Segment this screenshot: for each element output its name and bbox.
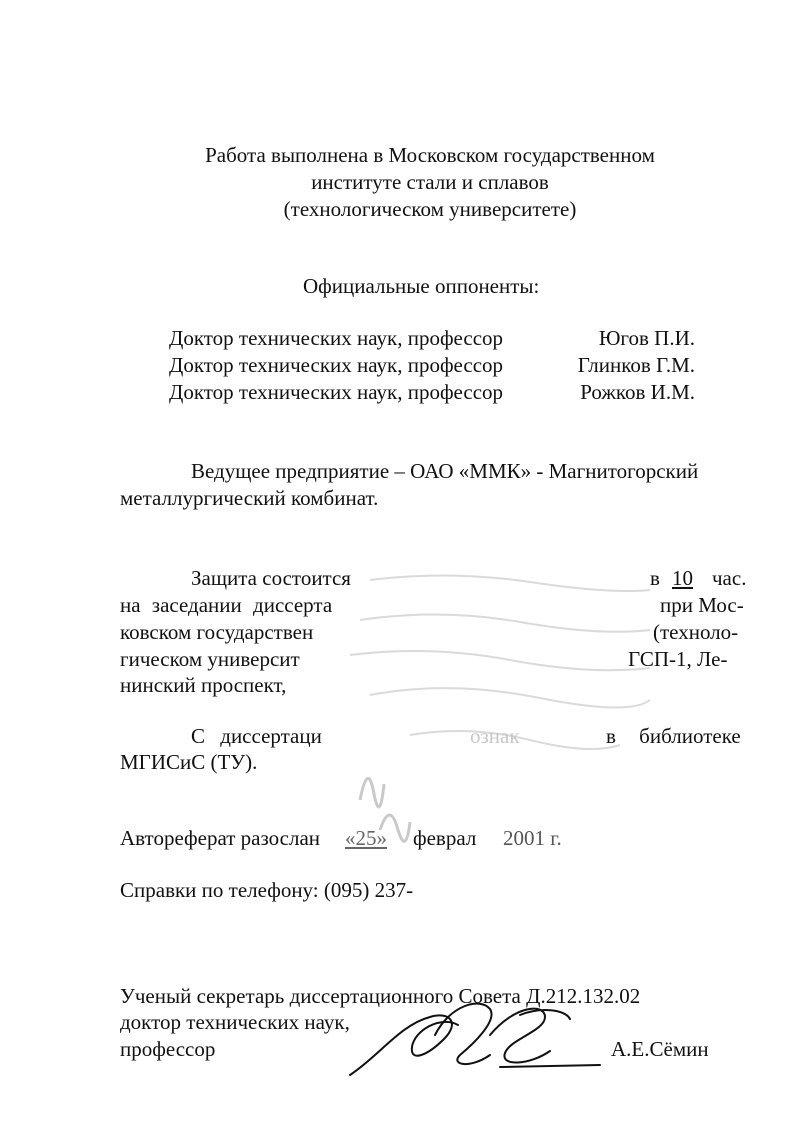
- opponent-name: Глинков Г.М.: [577, 353, 695, 377]
- header-line-1: Работа выполнена в Московском государственном: [205, 143, 655, 167]
- opponent-name: Югов П.И.: [598, 326, 695, 350]
- leading-org-line-2: металлургический комбинат.: [120, 486, 379, 510]
- secretary-line-3: профессор: [120, 1037, 216, 1061]
- stamp-impression: [330, 560, 660, 890]
- defense-line-2-start: на заседании диссерта: [120, 593, 333, 617]
- defense-line-4-start: гическом университ: [120, 647, 300, 671]
- defense-line-1-end: час.: [712, 566, 747, 590]
- dispatch-day: «25»: [345, 826, 387, 850]
- opponent-title: Доктор технических наук, профессор: [169, 380, 504, 404]
- opponents-heading: Официальные оппоненты:: [303, 274, 540, 298]
- dispatch-label: Автореферат разослан: [120, 826, 321, 850]
- dispatch-month: феврал: [413, 826, 477, 850]
- opponent-title: Доктор технических наук, профессор: [169, 326, 504, 350]
- defense-line-1-in: в: [650, 566, 660, 590]
- dispatch-year: 2001 г.: [503, 826, 562, 850]
- signature-drawing: [340, 995, 620, 1085]
- secretary-name: А.Е.Сёмин: [611, 1037, 709, 1061]
- defense-line-1-start: Защита состоится: [191, 566, 351, 590]
- header-line-3: (технологическом университете): [283, 197, 577, 221]
- secretary-line-2: доктор технических наук,: [120, 1010, 350, 1034]
- header-line-2: институте стали и сплавов: [311, 170, 549, 194]
- library-line-1-end: в библиотеке: [606, 724, 741, 748]
- defense-line-3-start: ковском государствен: [120, 620, 314, 644]
- opponent-name: Рожков И.М.: [580, 380, 695, 404]
- opponent-title: Доктор технических наук, профессор: [169, 353, 504, 377]
- library-line-2: МГИСиС (ТУ).: [120, 750, 258, 774]
- defense-line-3-end: (техноло-: [653, 620, 739, 644]
- defense-line-4-end: ГСП-1, Ле-: [628, 647, 728, 671]
- library-line-1-mid: ознак: [470, 724, 520, 748]
- defense-hour: 10: [672, 566, 693, 590]
- phone-label: Справки по телефону: (095) 237-: [120, 878, 414, 902]
- defense-line-2-end: при Мос-: [660, 593, 744, 617]
- library-line-1-start: С диссертаци: [191, 724, 322, 748]
- leading-org-line-1: Ведущее предприятие – ОАО «ММК» - Магнитогорский: [191, 459, 699, 483]
- secretary-line-1: Ученый секретарь диссертационного Совета Д.212.132.02: [120, 984, 641, 1008]
- defense-line-5-start: нинский проспект,: [120, 673, 287, 697]
